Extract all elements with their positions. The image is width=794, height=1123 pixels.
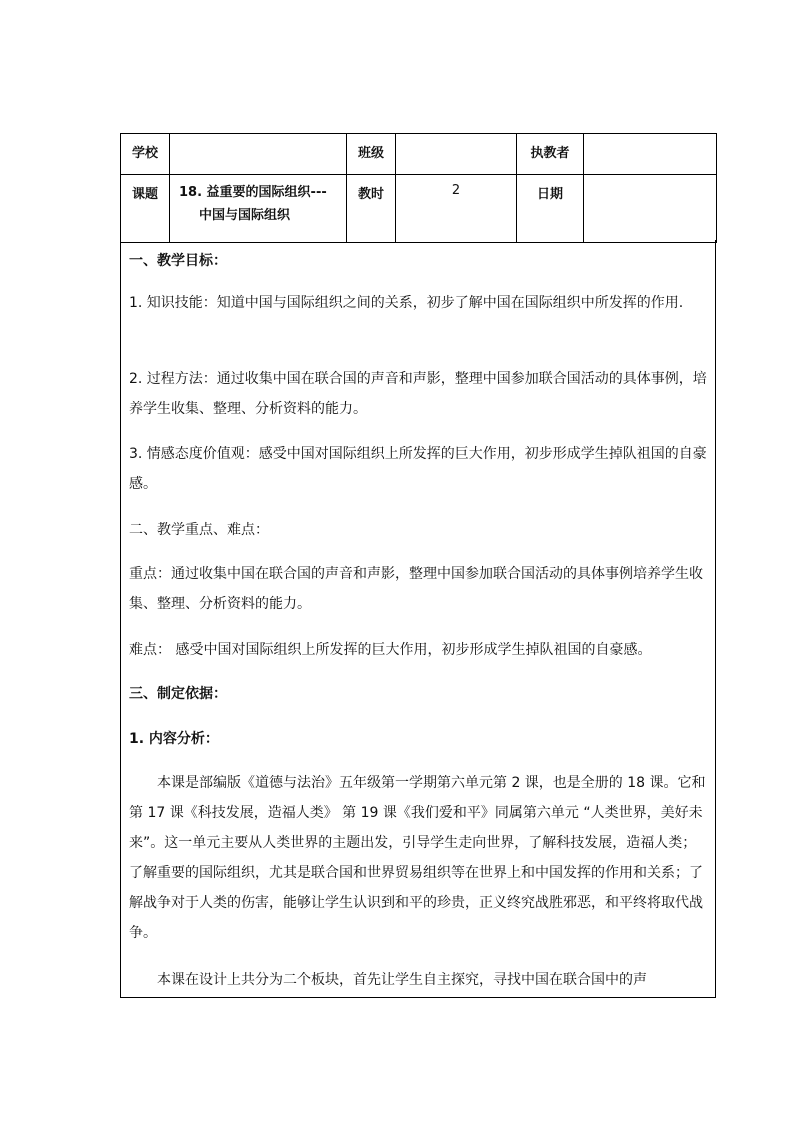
content-analysis-paragraph: 本课是部编版《道德与法治》五年级第一学期第六单元第 2 课，也是全册的 18 课。它和第 17 课《科技发展，造福人类》 第 19 课《我们爱和平》同属第六单元 “人类世界，美好未来”。这一单元主要从人类世界的主题出发，引导学生走向世界，了解科技发展，造福人类；了解重要的国际组织，尤其是联合国和世界贸易组织等在世界上和中国发挥的作用和关系；了解战争对于人类的伤害，能够让学生认识到和平的珍贵，正义终究战胜邪恶，和平终将取代战争。 (129, 775, 706, 941)
key-point: 重点：通过收集中国在联合国的声音和声影，整理中国参加联合国活动的具体事例培养学生收集、整理、分析资料的能力。 (129, 566, 703, 612)
header-row-2 (121, 175, 717, 243)
section-1-heading: 一、教学目标： (129, 253, 227, 269)
school-value (170, 134, 347, 175)
objective-attitude: 3. 情感态度价值观：感受中国对国际组织上所发挥的巨大作用，初步形成学生掉队祖国的自豪感。 (129, 446, 707, 492)
section-2-heading: 二、教学重点、难点： (129, 522, 269, 538)
content-analysis-heading: 1. 内容分析： (129, 731, 219, 747)
topic-label: 课题 (121, 175, 170, 243)
topic-value (170, 175, 347, 243)
objective-process: 2. 过程方法：通过收集中国在联合国的声音和声影，整理中国参加联合国活动的具体事例，培养学生收集、整理、分析资料的能力。 (129, 371, 707, 417)
teacher-value (584, 134, 717, 175)
date-value (584, 175, 717, 243)
objective-knowledge: 1. 知识技能：知道中国与国际组织之间的关系，初步了解中国在国际组织中所发挥的作用. (129, 295, 684, 311)
class-label: 班级 (347, 134, 396, 175)
difficult-point: 难点： 感受中国对国际组织上所发挥的巨大作用，初步形成学生掉队祖国的自豪感。 (129, 642, 652, 658)
topic-line-2: 中国与国际组织 (199, 208, 291, 223)
lesson-plan-body (120, 240, 716, 998)
hours-label: 教时 (347, 175, 396, 243)
teacher-label: 执教者 (517, 134, 584, 175)
lesson-header-table (120, 133, 717, 243)
topic-line-1: 18. 益重要的国际组织--- (179, 185, 327, 200)
class-value (396, 134, 517, 175)
school-label: 学校 (121, 134, 170, 175)
hours-value: 2 (396, 175, 517, 243)
design-paragraph: 本课在设计上共分为二个板块，首先让学生自主探究，寻找中国在联合国中的声 (157, 972, 647, 988)
date-label: 日期 (517, 175, 584, 243)
section-3-heading: 三、制定依据： (129, 686, 227, 702)
header-row-1 (121, 134, 717, 175)
